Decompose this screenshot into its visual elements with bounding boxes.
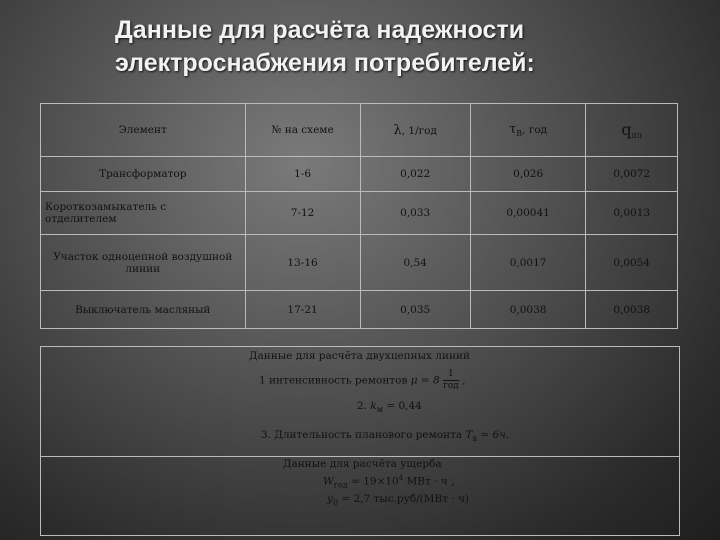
- lambda-unit: , 1/год: [401, 124, 437, 137]
- damage-symbol: y: [327, 493, 333, 505]
- cell-scheme: 1-6: [245, 157, 360, 192]
- energy-symbol: W: [323, 475, 334, 488]
- repair-intensity-label: 1 интенсивность ремонтов: [259, 374, 408, 387]
- header-element: Элемент: [41, 104, 246, 157]
- repair-duration-symbol: T: [465, 429, 473, 441]
- annual-energy-line: [323, 474, 454, 490]
- cell-element: Трансформатор: [41, 157, 246, 192]
- title-line-2: электроснабжения потребителей:: [115, 49, 535, 77]
- header-scheme-no: № на схеме: [245, 104, 360, 157]
- double-line-heading: Данные для расчёта двухцепных линий: [249, 350, 470, 362]
- energy-subscript: год: [333, 480, 348, 490]
- cell-element: Короткозамыкатель с отделителем: [41, 192, 246, 235]
- repair-duration-line: [261, 429, 509, 443]
- tau-unit: , год: [522, 124, 548, 136]
- double-line-data-block: [40, 346, 680, 457]
- lambda-symbol: λ: [393, 122, 402, 138]
- cell-lambda: 0,033: [360, 192, 470, 235]
- table-row: [41, 291, 678, 329]
- cell-lambda: 0,022: [360, 157, 470, 192]
- repair-duration-label: 3. Длительность планового ремонта: [261, 429, 463, 441]
- cell-lambda: 0,54: [360, 235, 470, 291]
- fraction-numerator: 1: [443, 369, 459, 381]
- damage-value: = 2,7 тыс.руб/(МВт · ч): [338, 493, 470, 505]
- energy-exponent: 4: [398, 474, 404, 482]
- cell-lambda: 0,035: [360, 291, 470, 329]
- cell-element: Участок одноцепной воздушной линии: [41, 235, 246, 291]
- repair-duration-value: = 6ч.: [477, 429, 510, 441]
- cell-tau: 0,026: [470, 157, 586, 192]
- repair-intensity-formula: μ = 8: [410, 374, 440, 387]
- tau-subscript: В: [516, 129, 523, 138]
- slide-title: [115, 14, 675, 80]
- header-lambda: [360, 104, 470, 157]
- energy-value: = 19×10: [347, 475, 399, 488]
- title-line-1: Данные для расчёта надежности: [115, 16, 525, 44]
- repair-intensity-tail: ,: [462, 374, 466, 387]
- cell-q: 0,0013: [586, 192, 678, 235]
- cell-q: 0,0072: [586, 157, 678, 192]
- cell-tau: 0,0017: [470, 235, 586, 291]
- cell-scheme: 17-21: [245, 291, 360, 329]
- cell-scheme: 13-16: [245, 235, 360, 291]
- damage-heading: Данные для расчёта ущерба: [283, 458, 442, 470]
- header-q: [586, 104, 678, 157]
- fraction-denominator: год: [443, 381, 459, 391]
- coefficient-symbol: k: [370, 400, 377, 412]
- header-tau: [470, 104, 586, 157]
- specific-damage-line: [327, 493, 469, 507]
- cell-tau: 0,0038: [470, 291, 586, 329]
- table-row: [41, 235, 678, 291]
- coefficient-line: [357, 400, 422, 414]
- reliability-table: [40, 103, 678, 329]
- cell-q: 0,0038: [586, 291, 678, 329]
- coefficient-value: = 0,44: [382, 400, 422, 412]
- repair-intensity-line: [259, 369, 465, 392]
- tau-symbol: τ: [509, 122, 517, 137]
- table-row: [41, 192, 678, 235]
- energy-unit: МВт · ч ,: [403, 475, 455, 488]
- repair-intensity-fraction: [443, 369, 459, 392]
- table-header-row: [41, 104, 678, 157]
- cell-scheme: 7-12: [245, 192, 360, 235]
- q-subscript: пл: [631, 131, 643, 140]
- coefficient-subscript: м: [376, 405, 383, 414]
- damage-data-block: [40, 455, 680, 536]
- repair-duration-subscript: в: [472, 434, 478, 443]
- table-row: [41, 157, 678, 192]
- cell-q: 0,0054: [586, 235, 678, 291]
- q-symbol: q: [621, 120, 632, 139]
- cell-tau: 0,00041: [470, 192, 586, 235]
- damage-subscript: 0: [332, 498, 339, 507]
- cell-element: Выключатель масляный: [41, 291, 246, 329]
- coefficient-label: 2.: [357, 400, 368, 412]
